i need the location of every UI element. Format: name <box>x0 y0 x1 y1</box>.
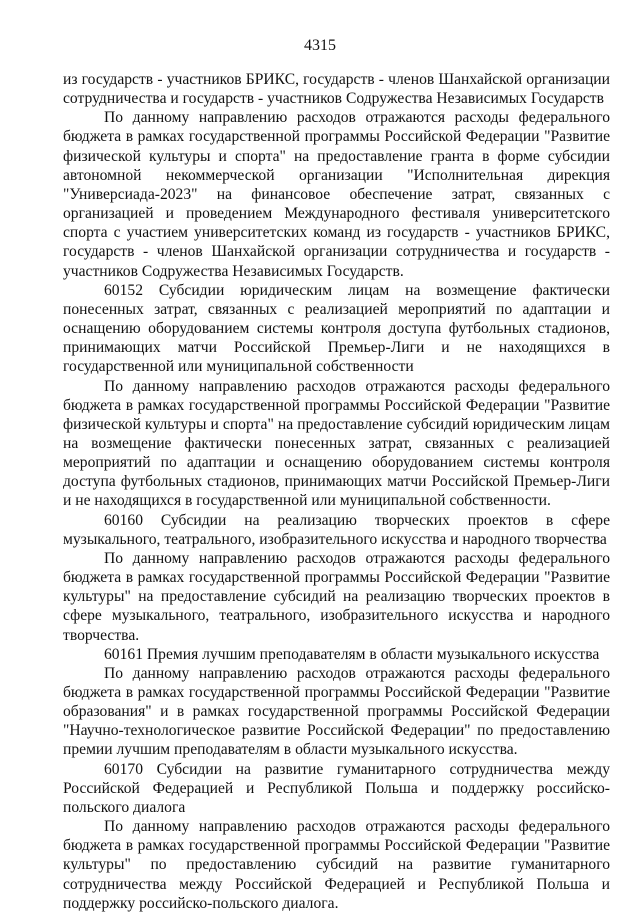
paragraph-description: По данному направлению расходов отражаются расходы федерального бюджета в рамках государственной программы Российской Федерации "Развитие культуры" по предоставлению субсидий на развитие гуманитарного сотрудничества между Российской Федерацией и Республикой Польша и поддержку российско-польского диалога. <box>63 818 610 912</box>
paragraph-description: По данному направлению расходов отражаются расходы федерального бюджета в рамках государственной программы Российской Федерации "Развитие физической культуры и спорта" на предоставление гранта в форме субсидии автономной некоммерческой организации "Исполнительная дирекция "Универсиада-2023" на финансовое обеспечение затрат, связанных с организацией и проведением Международного фестиваля университетского спорта с участием университетских команд из государств - участников БРИКС, государств - членов Шанхайской организации сотрудничества и государств - участников Содружества Независимых Государств. <box>63 109 610 280</box>
paragraph-description: По данному направлению расходов отражаются расходы федерального бюджета в рамках государственной программы Российской Федерации "Развитие физической культуры и спорта" на предоставление субсидий юридическим лицам на возмещение фактически понесенных затрат, связанных с реализацией мероприятий по адаптации и оснащению оборудованием системы контроля доступа футбольных стадионов, принимающих матчи Российской Премьер-Лиги и не находящихся в государственной или муниципальной собственности. <box>63 377 610 510</box>
document-body <box>63 70 610 913</box>
paragraph-code-60170: 60170 Субсидии на развитие гуманитарного сотрудничества между Российской Федерацией и Республикой Польша и поддержку российско-польского диалога <box>63 760 610 816</box>
paragraph-code-60161: 60161 Премия лучшим преподавателям в области музыкального искусства <box>104 645 600 663</box>
page-number: 4315 <box>304 37 336 54</box>
paragraph-continuation: из государств - участников БРИКС, государств - членов Шанхайской организации сотрудничества и государств - участников Содружества Независимых Государств <box>63 71 610 108</box>
paragraph-code-60152: 60152 Субсидии юридическим лицам на возмещение фактически понесенных затрат, связанных с реализацией мероприятий по адаптации и оснащению оборудованием системы контроля доступа футбольных стадионов, принимающих матчи Российской Премьер-Лиги и не находящихся в государственной или муниципальной собственности <box>63 281 610 376</box>
paragraph-description: По данному направлению расходов отражаются расходы федерального бюджета в рамках государственной программы Российской Федерации "Развитие культуры" на предоставление субсидий на реализацию творческих проектов в сфере музыкального, театрального, изобразительного искусства и народного творчества. <box>63 549 610 644</box>
paragraph-description: По данному направлению расходов отражаются расходы федерального бюджета в рамках государственной программы Российской Федерации "Развитие образования" и в рамках государственной программы Российской Федерации "Научно-технологическое развитие Российской Федерации" по предоставлению премии лучшим преподавателям в области музыкального искусства. <box>63 664 610 759</box>
paragraph-code-60160: 60160 Субсидии на реализацию творческих проектов в сфере музыкального, театрального, изобразительного искусства и народного творчества <box>63 511 610 548</box>
